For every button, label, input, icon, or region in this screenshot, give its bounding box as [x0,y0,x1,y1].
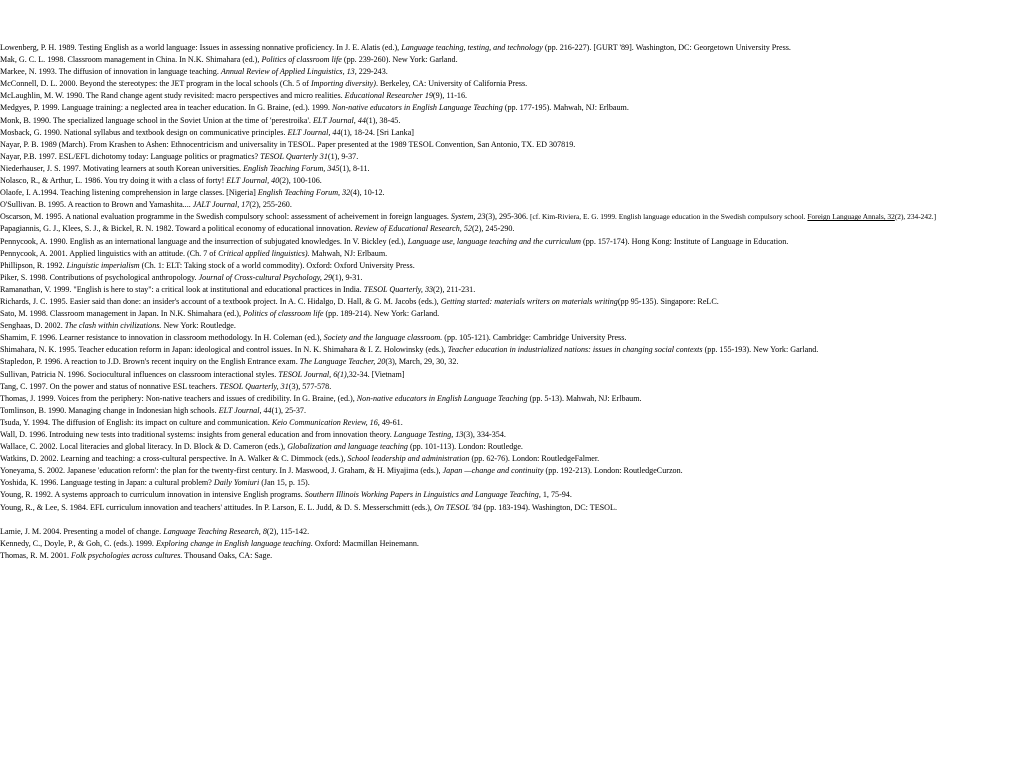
reference-entry [0,356,1024,368]
reference-title-italic: JALT Journal, 17 [192,200,250,210]
reference-entry [0,260,1024,272]
reference-title-italic: ELT Journal, 44 [312,115,366,125]
reference-entry [0,477,1024,489]
reference-title-italic: Language use, language teaching and the curriculum [407,236,582,246]
reference-text: Wall, D. 1996. Introduing new tests into traditional systems: insights from general education and from innovation theory. [0,430,394,439]
reference-text: (3), March, 29, 30, 32. [385,357,459,367]
reference-text: Mak, G. C. L. 1998. Classroom management in China. In N.K. Shimahara (ed.), [0,55,262,65]
reference-text: (pp. 216-227). [GURT '89]. Washington, DC: Georgetown University Press. [542,43,791,52]
reference-text: (pp. 62-76). London: RoutledgeFalmer. [469,454,600,464]
reference-title-italic: Importing diversity) [310,79,376,89]
reference-title-italic: On TESOL '84 [433,502,482,512]
reference-title-italic: TESOL Quarterly, 31 [219,381,289,391]
reference-title-italic: TESOL Journal, 6(1), [278,369,349,379]
reference-title-italic: Southern Illinois Working Papers in Linguistics and Language Teaching, [304,490,541,500]
reference-entry [0,163,1024,175]
reference-title-italic: Society and the language classroom. [323,333,443,343]
reference-text: Stapledon, P. 1996. A reaction to J.D. Brown's recent inquiry on the English Entrance exam. [0,357,300,367]
reference-entry [0,211,1024,223]
reference-title-italic: Daily Yomiuri [213,478,260,488]
reference-text: (1), 25-37. [271,405,306,415]
reference-entry [0,538,1024,550]
reference-title-italic: Language Teaching Research, 8 [163,526,267,536]
reference-entry [0,127,1024,139]
reference-text: (2), 255-260. [249,200,292,210]
reference-entry [0,248,1024,260]
reference-title-italic: Exploring change in English language teaching. [155,538,313,548]
reference-text: (4), 10-12. [350,188,385,198]
reference-entry [0,550,1024,562]
reference-title-italic: Japan —change and continuity [442,466,544,476]
reference-text: (1), 9-31. [332,272,363,282]
reference-text: Thomas, R. M. 2001. [0,550,72,560]
reference-text: , 229-243. [354,67,388,77]
reference-text: (2), 100-106. [279,176,322,186]
reference-text: Tomlinson, B. 1990. Managing change in Indonesian high schools. [0,405,219,415]
reference-entry [0,102,1024,114]
reference-title-italic: Critical applied linguistics). [218,248,310,258]
reference-text: (1), 8-11. [339,163,370,173]
reference-entry [0,344,1024,356]
reference-text: (1), 18-24. [Sri Lanka] [340,127,414,137]
reference-text: . Berkeley, CA: University of California Press. [375,79,528,89]
reference-text: Pennycook, A. 2001. Applied linguistics with an attitude. (Ch. 7 of [0,248,219,258]
reference-entry [0,296,1024,308]
reference-text: Nolasco, R., & Arthur, L. 1986. You try doing it with a class of forty! [0,176,227,186]
reference-entry [0,453,1024,465]
reference-text: (pp. 189-214). New York: Garland. [323,309,440,319]
reference-title-italic: System, 23 [450,212,486,222]
reference-entry [0,489,1024,501]
underlined-text: Foreign Language Annals, 32 [807,212,895,222]
reference-text: Lowenberg, P. H. 1989. Testing English as a world language: Issues in assessing nonnative proficiency. In J. E. Alatis (ed.), [0,43,402,52]
reference-entry [0,441,1024,453]
reference-text: Tang, C. 1997. On the power and status of nonnative ESL teachers. [0,381,220,391]
reference-title-italic: ELT Journal, 40 [226,176,280,186]
reference-text: New York: Routledge. [161,321,236,331]
reference-title-italic: School leadership and administration [347,454,470,464]
reference-text: (pp. 183-194). Washington, DC: TESOL. [481,502,617,512]
reference-entry [0,42,1024,54]
reference-entry [0,381,1024,393]
reference-entry [0,405,1024,417]
reference-title-italic: TESOL Quarterly 31 [260,151,328,161]
reference-text [807,212,894,221]
reference-text: Yoneyama, S. 2002. Japanese 'education reform': the plan for the twenty-first century. In J. Maswood, J. Graham, & H. Miyajima (eds.), [0,466,443,476]
reference-title-italic: Annual Review of Applied Linguistics, 13 [220,67,355,77]
reference-title-italic: English Teaching Forum, 345 [243,163,340,173]
reference-entry [0,66,1024,78]
reference-text: O'Sullivan. B. 1995. A reaction to Brown and Yamashita.... [0,200,193,210]
reference-entry [0,223,1024,235]
reference-text: (2), 211-231. [433,284,476,294]
reference-text: Pennycook, A. 1990. English as an international language and the insurrection of subjugated knowledges. In V. Bickley (ed.), [0,236,408,246]
reference-title-italic: ELT Journal, 44 [287,127,341,137]
reference-entry [0,369,1024,381]
reference-title-italic: Non-native educators in English Language Teaching [331,103,503,113]
reference-text: Papagiannis, G. J., Klees, S. J., & Bickel, R. N. 1982. Toward a political economy of educational innovation. [0,224,355,234]
reference-text: , 49-61. [377,417,403,427]
reference-title-italic: TESOL Quarterly, 33 [363,284,434,294]
reference-text: (2), 234-242.] [894,212,937,222]
reference-text: Thomas, J. 1999. Voices from the periphery: Non-native teachers and issues of credibility. In G. Braine, (ed.), [0,393,357,403]
reference-text: Ramanathan, V. 1999. "English is here to stay": a critical look at institutional and educational practices in India. [0,284,364,294]
reference-entry [0,417,1024,429]
reference-entry [0,236,1024,248]
reference-text: Medgyes, P. 1999. Language training: a neglected area in teacher education. In G. Braine, (ed.). 1999. [0,103,332,113]
main-reference-group [0,42,1024,514]
reference-text: Oscarson, M. 1995. A national evaluation programme in the Swedish compulsory school: assessment of acheivement in foreign languages. [0,212,451,222]
reference-text: Kennedy, C., Doyle, P., & Goh, C. (eds.). 1999. [0,538,156,548]
reference-entry [0,502,1024,514]
reference-title-italic: Folk psychologies across cultures. [71,550,183,560]
reference-text: McLaughlin, M. W. 1990. The Rand change agent study revisited: macro perspectives and micro realities. [0,91,345,101]
reference-text: (pp. 5-13). Mahwah, NJ: Erlbaum. [527,393,642,403]
reference-title-italic: Non-native educators in English Language Teaching [356,393,528,403]
reference-entry [0,320,1024,332]
reference-entry [0,526,1024,538]
reference-text: Olaofe, I. A.1994. Teaching listening comprehension in large classes. [Nigeria] [0,188,258,198]
reference-text: Senghaas, D. 2002. [0,321,65,331]
reference-title-italic: Language teaching, testing, and technology [401,43,543,52]
reference-text: Mosback, G. 1990. National syllabus and textbook design on communicative principles. [0,127,288,137]
reference-entry [0,54,1024,66]
reference-text: Sullivan, Patricia N. 1996. Sociocultural influences on classroom interactional styles. [0,369,279,379]
reference-text: (pp. 239-260). New York: Garland. [341,55,458,65]
reference-text: (3), 577-578. [288,381,332,391]
reference-entry [0,90,1024,102]
reference-text: Young, R., & Lee, S. 1984. EFL curriculum innovation and teachers' attitudes. In P. Larson, E. L. Judd, & D. S. Messerschmitt (eds.), [0,502,434,512]
reference-text: (Ch. 1: ELT: Taking stock of a world commodity). Oxford: Oxford University Press. [139,260,415,270]
reference-title-italic: Globalization and language teaching [287,442,408,452]
reference-text: (3), 295-306. [485,212,531,222]
reference-title-italic: Keio Communication Review, 16 [271,417,378,427]
reference-title-italic: Linguistic imperialism [66,260,140,270]
reference-text: Richards, J. C. 1995. Easier said than done: an insider's account of a textbook project. In A. C. Hidalgo, D. Hall, & G. M. Jacobs (eds.), [0,296,441,306]
reference-entry [0,199,1024,211]
reference-text: Niederhauser, J. S. 1997. Motivating learners at south Korean universities. [0,163,244,173]
reference-entry [0,465,1024,477]
reference-entry [0,284,1024,296]
reference-text: (pp. 105-121). Cambridge: Cambridge University Press. [442,333,627,343]
reference-entry [0,332,1024,344]
reference-text: Tsuda, Y. 1994. The diffusion of English: its impact on culture and communication. [0,417,272,427]
reference-text: Markee, N. 1993. The diffusion of innovation in language teaching. [0,67,221,77]
reference-text: Shamim, F. 1996. Learner resistance to innovation in classroom methodology. In H. Coleman (ed.), [0,333,324,343]
reference-title-italic: Language Testing, 13 [393,430,464,439]
reference-entry [0,187,1024,199]
reference-list [0,42,1024,562]
reference-text: [cf. Kim-Riviera, E. G. 1999. English language education in the Swedish compulsory school. [530,212,808,222]
reference-text: (Jan 15, p. 15). [259,478,310,488]
reference-title-italic: English Teaching Forum, 32 [257,188,351,198]
reference-text: McConnell, D. L. 2000. Beyond the stereotypes: the JET program in the local schools (Ch. 5 of [0,79,311,89]
reference-text: 1, 75-94. [540,490,572,500]
reference-entry [0,139,1024,151]
reference-text: (1), 9-37. [327,151,359,161]
reference-title-italic: Politics of classroom life [243,309,324,319]
reference-text: (pp 95-135). Singapore: ReLC. [617,296,719,306]
reference-text: 32-34. [Vietnam] [348,369,405,379]
reference-title-italic: Educational Researcher 19 [344,91,433,101]
reference-text: (pp. 155-193). New York: Garland. [702,345,819,355]
reference-entry [0,272,1024,284]
reference-title-italic: Politics of classroom life [261,55,342,65]
reference-text: (1), 38-45. [365,115,401,125]
reference-entry [0,175,1024,187]
reference-text: (2), 115-142. [266,526,310,536]
reference-title-italic: The Language Teacher, 20 [299,357,386,367]
reference-text: (9), 11-16. [432,91,468,101]
reference-entry [0,115,1024,127]
reference-text: Nayar, P. B. 1989 (March). From Krashen to Ashen: Ethnocentricism and universality in TESOL. Paper presented at the 1989 TESOL Convention, San Antonio, TX. ED 307819. [0,139,576,149]
reference-entry [0,393,1024,405]
reference-text: (2), 245-290. [471,224,515,234]
reference-title-italic: Teacher education in industrialized nations: issues in changing social contexts [447,345,703,355]
section-gap [0,514,1024,526]
reference-text: Thousand Oaks, CA: Sage. [182,550,273,560]
reference-text: Piker, S. 1998. Contributions of psychological anthropology. [0,272,199,282]
reference-text: (pp. 192-213). London: RoutledgeCurzon. [543,466,683,476]
reference-text: (3), 334-354. [463,430,506,439]
reference-entry [0,429,1024,441]
reference-text: (pp. 177-195). Mahwah, NJ: Erlbaum. [502,103,629,113]
reference-title-italic: The clash within civilizations. [64,321,162,331]
reference-text: (pp. 157-174). Hong Kong: Institute of Language in Education. [581,236,789,246]
reference-text: Watkins, D. 2002. Learning and teaching: a cross-cultural perspective. In A. Walker & C. Dimmock (eds.), [0,454,348,464]
reference-title-italic: Review of Educational Research, 52 [354,224,472,234]
reference-entry [0,308,1024,320]
reference-text: Nayar, P.B. 1997. ESL/EFL dichotomy today: Language politics or pragmatics? [0,151,261,161]
reference-text: Young, R. 1992. A systems approach to curriculum innovation in intensive English programs. [0,490,305,500]
reference-entry [0,78,1024,90]
additional-reference-group [0,526,1024,562]
reference-title-italic: ELT Journal, 44 [218,405,272,415]
reference-text: Wallace, C. 2002. Local literacies and global literacy. In D. Block & D. Cameron (eds.), [0,442,288,452]
reference-text: Shimahara, N. K. 1995. Teacher education reform in Japan: ideological and control issues. In N. K. Shimahara & I. Z. Holowinsky (eds.), [0,345,448,355]
reference-text: Lamie, J. M. 2004. Presenting a model of change. [0,526,164,536]
reference-text: (pp. 101-113). London: Routledge. [407,442,523,452]
reference-entry [0,151,1024,163]
reference-text: Yoshida, K. 1996. Language testing in Japan: a cultural problem? [0,478,214,488]
reference-title-italic: Getting started: materials writers on materials writing [440,296,618,306]
reference-text: Monk, B. 1990. The specialized language school in the Soviet Union at the time of 'perestroika'. [0,115,313,125]
reference-text: Sato, M. 1998. Classroom management in Japan. In N.K. Shimahara (ed.), [0,309,243,319]
reference-text: Phillipson, R. 1992. [0,260,67,270]
reference-title-italic: Journal of Cross-cultural Psychology, 29 [198,272,333,282]
reference-text: Mahwah, NJ: Erlbaum. [309,248,388,258]
reference-text: Oxford: Macmillan Heinemann. [312,538,419,548]
